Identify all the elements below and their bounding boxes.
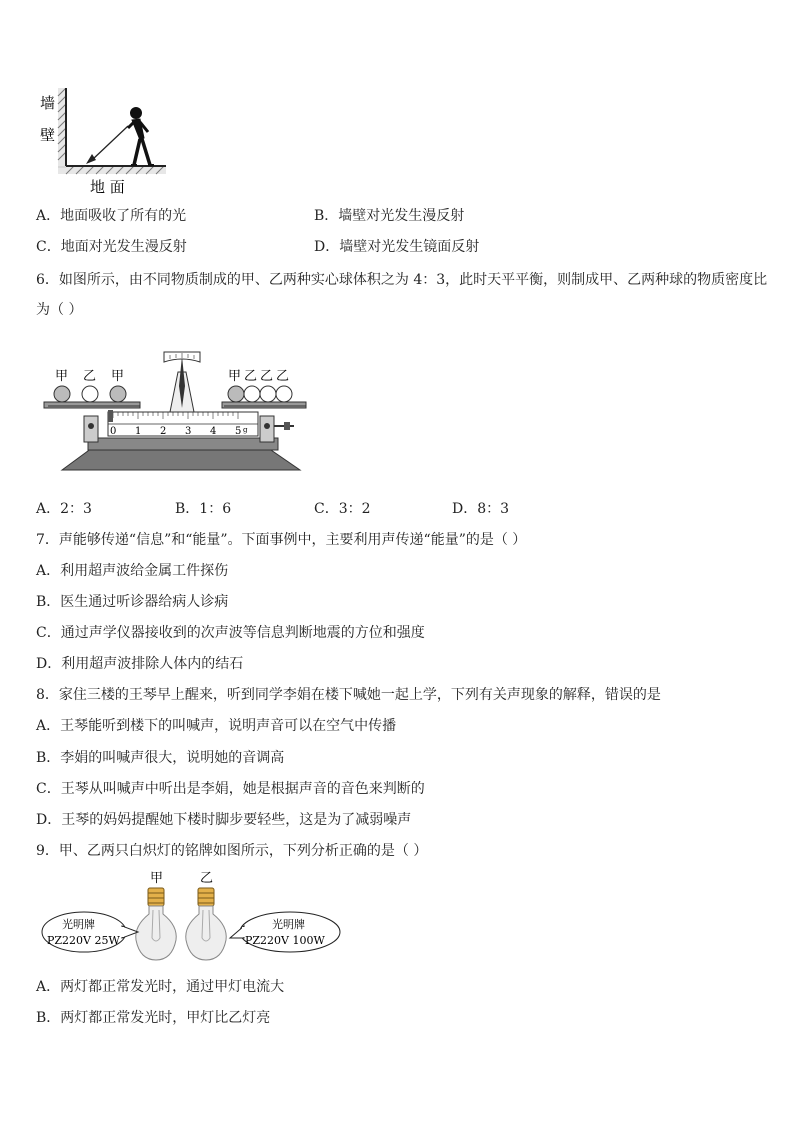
q7-option-d: D．利用超声波排除人体内的结石 [36,656,244,672]
lamp-a-label: 甲 [150,871,164,886]
right-pan [222,402,306,408]
q9-option-a: A．两灯都正常发光时，通过甲灯电流大 [36,979,285,995]
q8-stem: 8．家住三楼的王琴早上醒来，听到同学李娟在楼下喊她一起上学，下列有关声现象的解释，错误的是 [36,687,661,703]
q8-option-a: A．王琴能听到楼下的叫喊声，说明声音可以在空气中传播 [36,718,397,734]
q8-option-d: D．王琴的妈妈提醒她下楼时脚步要轻些，这是为了减弱噪声 [36,812,412,828]
plate-b-brand: 光明牌 [272,918,305,931]
scale-tick-5: 5 [235,426,242,437]
lamp-b-label: 乙 [200,871,214,886]
q8-option-c: C．王琴从叫喊声中听出是李娟，她是根据声音的音色来判断的 [36,781,425,797]
right-ball-2 [244,386,260,402]
right-ball-1 [228,386,244,402]
right-label-3: 乙 [260,369,274,384]
q5-option-c: C．地面对光发生漫反射 [36,239,187,255]
left-label-2: 乙 [83,369,97,384]
left-ball-1 [54,386,70,402]
balance-base [62,448,300,470]
scale-tick-1: 1 [135,426,142,437]
q6-stem-line-2: 为（ ） [36,302,83,318]
plate-a-spec: PZ220V 25W [47,934,120,947]
left-label-3: 甲 [111,369,125,384]
scale-tick-3: 3 [185,426,192,437]
right-label-4: 乙 [276,369,290,384]
rider [108,410,113,422]
q9-option-b: B．两灯都正常发光时，甲灯比乙灯亮 [36,1010,271,1026]
wall-ground-figure [36,88,186,196]
lamp-b-icon [186,888,226,960]
ground-label: 地 面 [90,178,125,196]
q5-option-a: A．地面吸收了所有的光 [36,208,187,224]
q7-option-c: C．通过声学仪器接收到的次声波等信息判断地震的方位和强度 [36,625,425,641]
balance-figure [40,346,310,474]
q8-option-b: B．李娟的叫喊声很大，说明她的音调高 [36,750,285,766]
q6-stem-line-1: 6．如图所示，由不同物质制成的甲、乙两种实心球体积之为 4：3，此时天平平衡，则制成甲、乙两种球的物质密度比 [36,272,768,288]
person-icon [128,108,154,166]
left-ball-2 [82,386,98,402]
scale-tick-4: 4 [210,426,217,437]
left-label-1: 甲 [55,369,69,384]
right-label-1: 甲 [228,369,242,384]
lamp-a-icon [136,888,176,960]
scale-tick-2: 2 [160,426,167,437]
plate-b-spec: PZ220V 100W [245,934,325,947]
plate-a-brand: 光明牌 [62,918,95,931]
beam-arrow [86,154,96,164]
left-pan [44,402,140,408]
scale-tick-0: 0 [110,426,117,437]
q5-option-b: B．墙壁对光发生漫反射 [314,208,465,224]
q7-stem: 7．声能够传递“信息”和“能量”。下面事例中，主要利用声传递“能量”的是（ ） [36,532,527,548]
scale-unit: g [243,426,248,434]
right-ball-4 [276,386,292,402]
lamps-figure [40,868,350,968]
q6-option-a: A．2：3 [36,501,92,517]
left-ball-3 [110,386,126,402]
q9-stem: 9．甲、乙两只白炽灯的铭牌如图所示，下列分析正确的是（ ） [36,843,428,859]
wall-char-1: 墙 [40,94,56,112]
q6-option-d: D．8：3 [452,501,510,517]
q6-option-c: C．3：2 [314,501,371,517]
q6-option-b: B．1：6 [175,501,232,517]
q7-option-a: A．利用超声波给金属工件探伤 [36,563,229,579]
right-ball-3 [260,386,276,402]
q5-option-d: D．墙壁对光发生镜面反射 [314,239,480,255]
right-label-2: 乙 [244,369,258,384]
wall-char-2: 壁 [40,126,56,144]
light-beam [92,126,128,160]
q7-option-b: B．医生通过听诊器给病人诊病 [36,594,229,610]
